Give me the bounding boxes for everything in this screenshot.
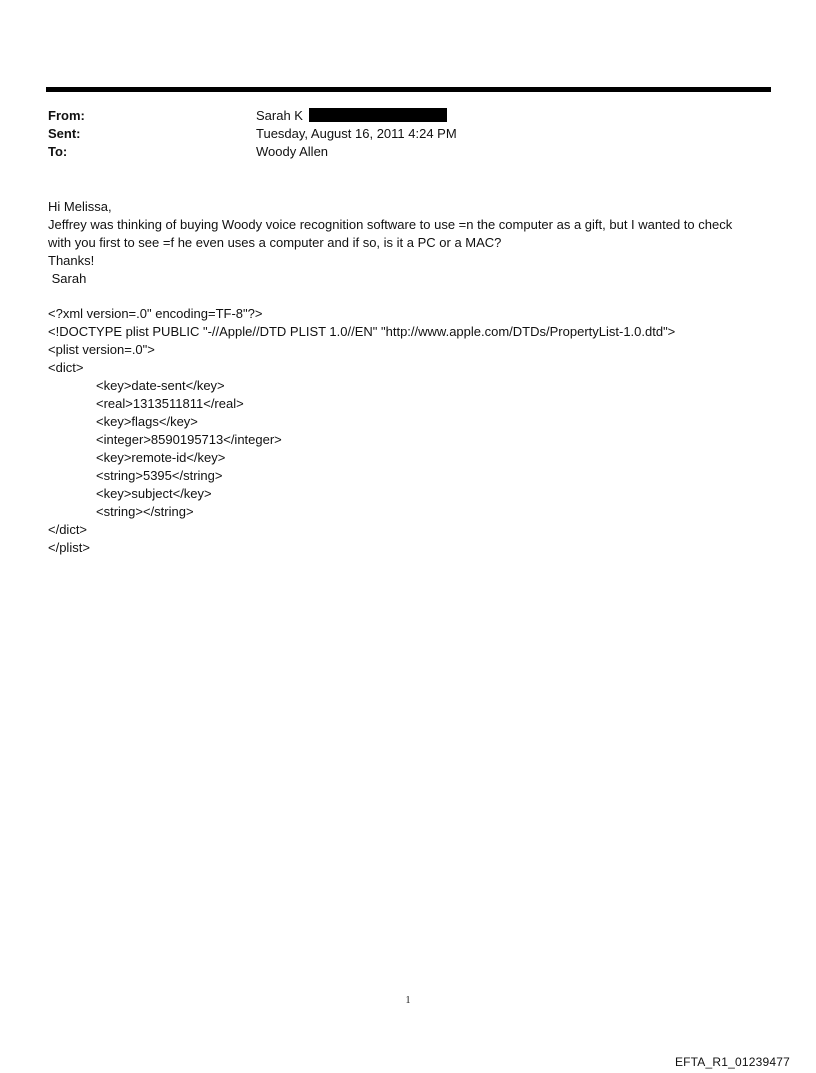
body-line: Jeffrey was thinking of buying Woody voice recognition software to use =n the computer as a gift, but I wanted to check (48, 217, 733, 232)
xml-plist-open: <plist version=.0"> (48, 342, 155, 357)
sender-name: Sarah K (256, 108, 303, 123)
xml-entry: <key>date-sent</key> (96, 378, 225, 393)
bates-number: EFTA_R1_01239477 (674, 1055, 790, 1069)
xml-entry: <key>remote-id</key> (96, 450, 226, 465)
sent-value: Tuesday, August 16, 2011 4:24 PM (256, 126, 457, 141)
plist-xml (48, 305, 778, 557)
xml-entry: <string>5395</string> (96, 468, 223, 483)
email-body (48, 198, 778, 288)
page-number: 1 (405, 995, 411, 1006)
xml-doctype: <!DOCTYPE plist PUBLIC "-//Apple//DTD PLIST 1.0//EN" "http://www.apple.com/DTDs/PropertyList-1.0.dtd"> (48, 324, 676, 339)
xml-dict-close: </dict> (48, 522, 88, 537)
header-rule (46, 87, 771, 92)
from-label: From: (48, 108, 85, 123)
redaction-box (309, 108, 447, 122)
xml-entry: <key>flags</key> (96, 414, 198, 429)
xml-entry: <key>subject</key> (96, 486, 212, 501)
xml-dict-open: <dict> (48, 360, 84, 375)
to-label: To: (48, 144, 68, 159)
xml-plist-close: </plist> (48, 540, 90, 555)
xml-entry: <real>1313511811</real> (96, 396, 244, 411)
from-value (256, 107, 447, 125)
body-line: with you first to see =f he even uses a computer and if so, is it a PC or a MAC? (48, 235, 502, 250)
sent-label: Sent: (48, 126, 81, 141)
xml-entry: <integer>8590195713</integer> (96, 432, 282, 447)
body-line: Thanks! (48, 253, 95, 268)
body-line: Sarah (48, 271, 87, 286)
to-value: Woody Allen (256, 144, 329, 159)
xml-entry: <string></string> (96, 504, 194, 519)
body-line: Hi Melissa, (48, 199, 112, 214)
xml-declaration: <?xml version=.0" encoding=TF-8"?> (48, 306, 263, 321)
